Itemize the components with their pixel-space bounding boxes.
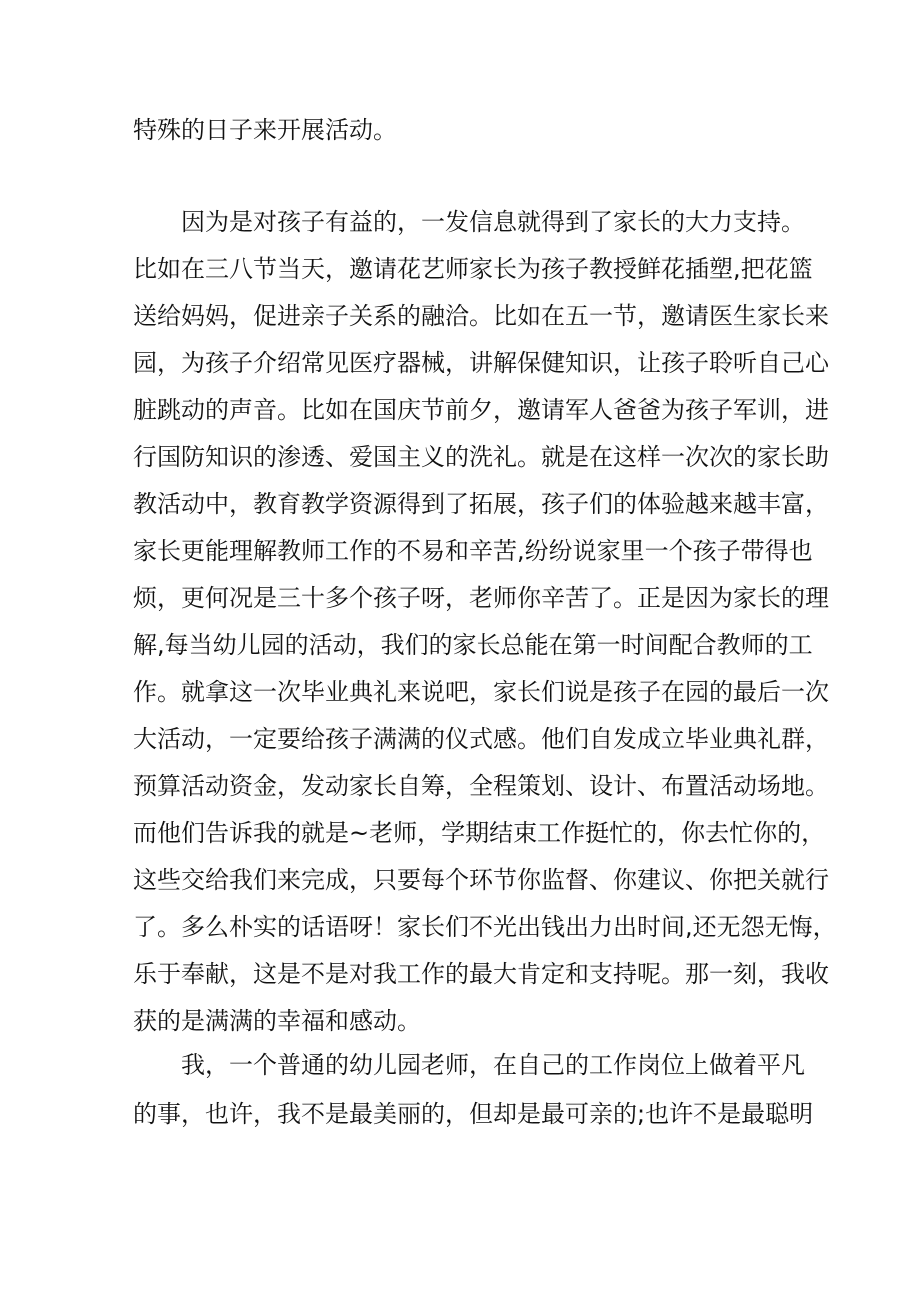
text-line: 的事，也许，我不是最美丽的，但却是最可亲的;也许不是最聪明	[133, 1100, 814, 1128]
text-line: 行国防知识的渗透、爱国主义的洗礼。就是在这样一次次的家长助	[133, 443, 829, 471]
text-line: 比如在三八节当天，邀请花艺师家长为孩子教授鲜花插塑,把花篮	[133, 255, 813, 283]
text-line: 而他们告诉我的就是~老师，学期结束工作挺忙的，你去忙你的，	[133, 819, 826, 847]
text-line: 预算活动资金，发动家长自筹，全程策划、设计、布置活动场地。	[133, 772, 829, 800]
text-line: 获的是满满的幸福和感动。	[133, 1007, 421, 1035]
text-line: 烦，更何况是三十多个孩子呀，老师你辛苦了。正是因为家长的理	[133, 584, 829, 612]
text-line: 特殊的日子来开展活动。	[133, 116, 397, 144]
text-line: 园，为孩子介绍常见医疗器械，讲解保健知识，让孩子聆听自己心	[133, 349, 829, 377]
text-line: 因为是对孩子有益的，一发信息就得到了家长的大力支持。	[181, 208, 805, 236]
text-line: 大活动，一定要给孩子满满的仪式感。他们自发成立毕业典礼群，	[133, 725, 829, 753]
text-line: 送给妈妈，促进亲子关系的融洽。比如在五一节，邀请医生家长来	[133, 302, 829, 330]
text-line: 解,每当幼儿园的活动，我们的家长总能在第一时间配合教师的工	[133, 631, 813, 659]
text-line: 乐于奉献，这是不是对我工作的最大肯定和支持呢。那一刻，我收	[133, 960, 829, 988]
text-line: 我，一个普通的幼儿园老师，在自己的工作岗位上做着平凡	[181, 1051, 805, 1079]
text-line: 教活动中，教育教学资源得到了拓展，孩子们的体验越来越丰富，	[133, 490, 829, 518]
text-line: 了。多么朴实的话语呀！家长们不光出钱出力出时间,还无怨无悔，	[133, 913, 837, 941]
text-line: 作。就拿这一次毕业典礼来说吧，家长们说是孩子在园的最后一次	[133, 678, 829, 706]
text-line: 脏跳动的声音。比如在国庆节前夕，邀请军人爸爸为孩子军训，进	[133, 396, 829, 424]
text-line: 这些交给我们来完成，只要每个环节你监督、你建议、你把关就行	[133, 866, 829, 894]
text-line: 家长更能理解教师工作的不易和辛苦,纷纷说家里一个孩子带得也	[133, 537, 813, 565]
